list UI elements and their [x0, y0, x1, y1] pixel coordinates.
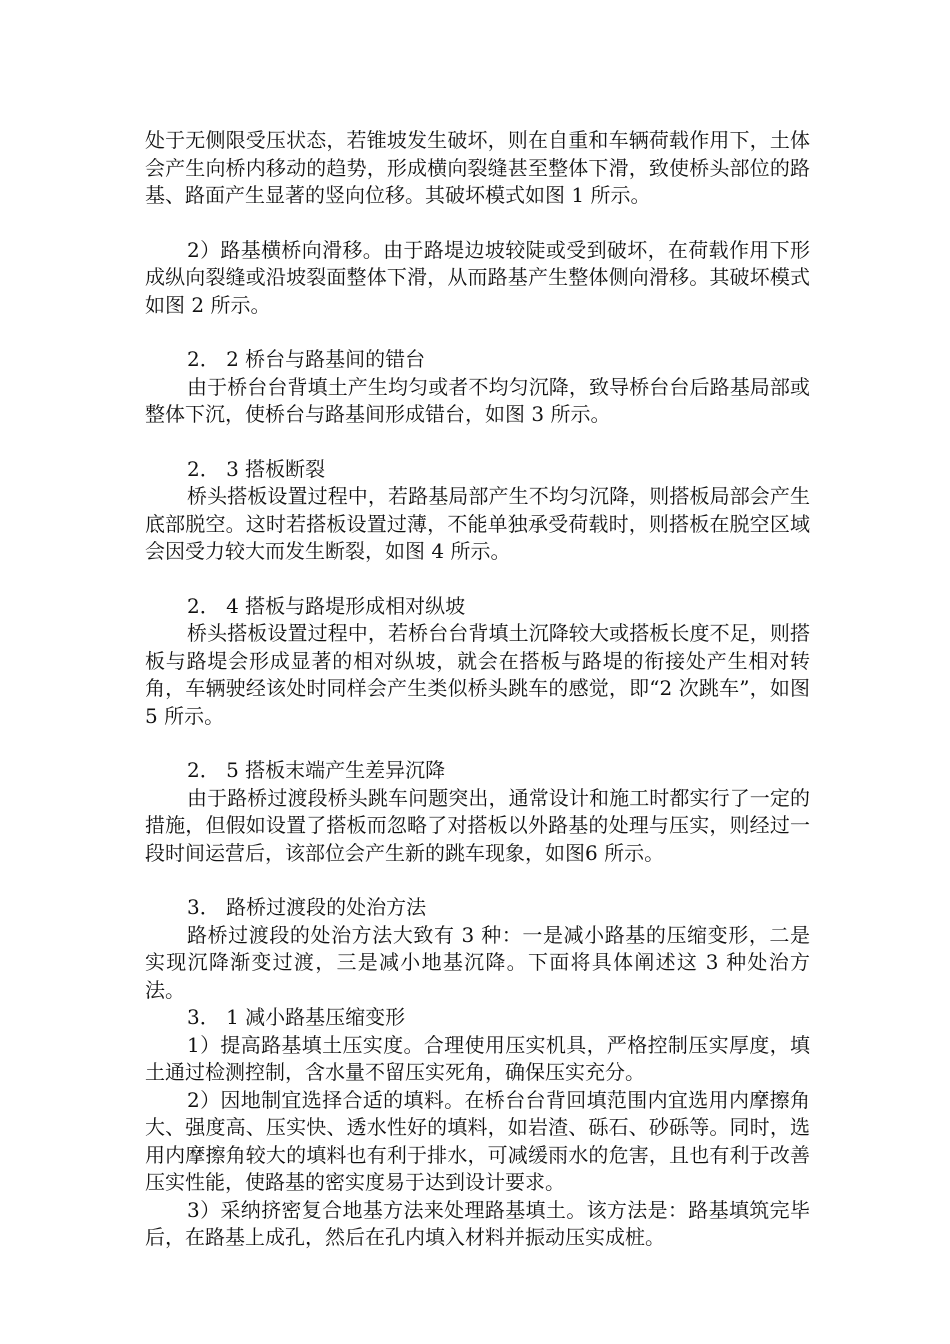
document-page — [145, 127, 810, 1252]
paragraph-compaction: 1）提高路基填土压实度。合理使用压实机具，严格控制压实厚度，填土通过检测控制，含水量不留压实死角，确保压实充分。 — [145, 1032, 810, 1084]
paragraph-composite-foundation: 3）采纳挤密复合地基方法来处理路基填土。该方法是：路基填筑完毕后，在路基上成孔，然后在孔内填入材料并振动压实成桩。 — [145, 1197, 810, 1249]
paragraph-treatment-overview: 路桥过渡段的处治方法大致有 3 种：一是减小路基的压缩变形，二是实现沉降渐变过渡，三是减小地基沉降。下面将具体阐述这 3 种处治方法。 — [145, 922, 810, 1002]
heading-2-4: 2． 4 搭板与路堤形成相对纵坡 — [187, 593, 466, 618]
heading-2-3: 2． 3 搭板断裂 — [187, 456, 326, 481]
heading-2-2: 2． 2 桥台与路基间的错台 — [187, 347, 426, 371]
heading-2-5: 2． 5 搭板末端产生差异沉降 — [187, 758, 446, 782]
paragraph-slab-end-settlement: 由于路桥过渡段桥头跳车问题突出，通常设计和施工时都实行了一定的措施，但假如设置了搭板而忽略了对搭板以外路基的处理与压实，则经过一段时间运营后，该部位会产生新的跳车现象，如图6 所示。 — [145, 785, 810, 865]
heading-3: 3． 路桥过渡段的处治方法 — [187, 895, 427, 919]
paragraph-lateral-sliding: 2）路基横桥向滑移。由于路堤边坡较陡或受到破坏，在荷载作用下形成纵向裂缝或沿坡裂面整体下滑，从而路基产生整体侧向滑移。其破坏模式如图 2 所示。 — [145, 237, 810, 317]
paragraph-relative-slope: 桥头搭板设置过程中，若桥台台背填土沉降较大或搭板长度不足，则搭板与路堤会形成显著的相对纵坡，就会在搭板与路堤的衔接处产生相对转角，车辆驶经该处时同样会产生类似桥头跳车的感觉，即“2 次跳车”，如图 5 所示。 — [145, 621, 810, 728]
paragraph-cone-slope-failure: 处于无侧限受压状态，若锥坡发生破坏，则在自重和车辆荷载作用下，土体会产生向桥内移动的趋势，形成横向裂缝甚至整体下滑，致使桥头部位的路基、路面产生显著的竖向位移。其破坏模式如图 1 所示。 — [145, 128, 810, 207]
paragraph-abutment-step: 由于桥台台背填土产生均匀或者不均匀沉降，致导桥台台后路基局部或整体下沉，使桥台与路基间形成错台，如图 3 所示。 — [145, 374, 810, 426]
paragraph-slab-fracture: 桥头搭板设置过程中，若路基局部产生不均匀沉降，则搭板局部会产生底部脱空。这时若搭板设置过薄，不能单独承受荷载时，则搭板在脱空区域会因受力较大而发生断裂，如图 4 所示。 — [145, 484, 810, 563]
paragraph-fill-material: 2）因地制宜选择合适的填料。在桥台台背回填范围内宜选用内摩擦角大、强度高、压实快、透水性好的填料，如岩渣、砾石、砂砾等。同时，选用内摩擦角较大的填料也有利于排水，可减缓雨水的危害，且也有利于改善压实性能，使路基的密实度易于达到设计要求。 — [145, 1087, 810, 1194]
heading-3-1: 3． 1 减小路基压缩变形 — [187, 1005, 406, 1029]
